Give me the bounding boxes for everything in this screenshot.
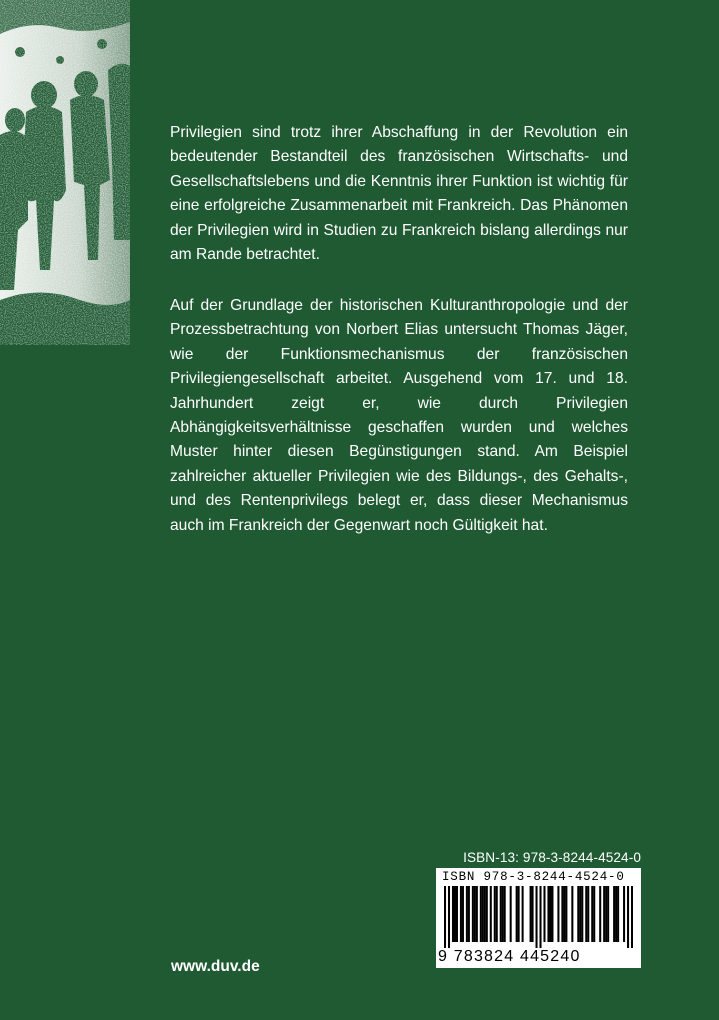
barcode-bar bbox=[603, 886, 605, 942]
barcode-bar bbox=[585, 886, 587, 942]
barcode-digits: 9 783824 445240 bbox=[438, 948, 581, 965]
barcode-bar bbox=[605, 886, 607, 942]
barcode-bar bbox=[496, 886, 498, 942]
barcode-bar bbox=[561, 886, 563, 942]
barcode-bar bbox=[532, 886, 534, 942]
barcode-bar bbox=[484, 886, 486, 942]
barcode-bar bbox=[591, 886, 593, 942]
barcode-bar bbox=[563, 886, 565, 942]
barcode-bar bbox=[486, 886, 488, 942]
barcode-bar bbox=[581, 886, 583, 942]
barcode-bar bbox=[502, 886, 504, 942]
barcode-bar bbox=[476, 886, 478, 942]
barcode-bar bbox=[557, 886, 559, 942]
barcode-bar bbox=[587, 886, 589, 942]
isbn-barcode bbox=[436, 868, 641, 968]
barcode-bar bbox=[565, 886, 567, 942]
barcode-bar bbox=[543, 886, 545, 942]
barcode-bar bbox=[490, 886, 492, 942]
barcode-bar bbox=[466, 886, 468, 942]
barcode-bar bbox=[599, 886, 601, 942]
barcode-bar bbox=[456, 886, 458, 942]
barcode-bar bbox=[579, 886, 581, 942]
barcode-bar bbox=[539, 886, 541, 948]
barcode-bar bbox=[615, 886, 617, 942]
barcode-bar bbox=[516, 886, 518, 942]
barcode-bar bbox=[577, 886, 579, 942]
barcode-bar bbox=[444, 886, 446, 948]
barcode-bar bbox=[494, 886, 496, 942]
barcode-bar bbox=[448, 886, 450, 948]
cover-photo bbox=[0, 0, 130, 345]
barcode-bar bbox=[551, 886, 553, 942]
barcode-bar bbox=[627, 886, 629, 948]
blurb-paragraph-1: Privilegien sind trotz ihrer Abschaffung in der Revolution ein bedeutender Bestandteil des französischen Wirtschafts- und Gesellschaftslebens und die Kenntnis ihrer Funktion ist wichtig für eine erfolgreiche Zusammenarbeit mit Frankreich. Das Phänomen der Privilegien wird in Studien zu Frankreich bislang allerdings nur am Rande betrachtet. bbox=[170, 124, 628, 264]
barcode-bar bbox=[613, 886, 615, 942]
barcode-bar bbox=[472, 886, 474, 942]
barcode-bar bbox=[607, 886, 609, 942]
barcode-bar bbox=[530, 886, 532, 942]
barcode-bar bbox=[482, 886, 484, 942]
barcode-bar bbox=[549, 886, 551, 942]
barcode-bar bbox=[617, 886, 619, 942]
barcode-bar bbox=[452, 886, 454, 942]
barcode-bar bbox=[631, 886, 633, 948]
barcode-bar bbox=[510, 886, 512, 942]
isbn-label: ISBN-13: 978-3-8244-4524-0 bbox=[463, 850, 641, 865]
barcode-bar bbox=[500, 886, 502, 942]
barcode-bar bbox=[460, 886, 462, 942]
barcode-isbn-text: ISBN 978-3-8244-4524-0 bbox=[442, 870, 625, 884]
barcode-bars bbox=[444, 886, 633, 948]
barcode-bar bbox=[454, 886, 456, 942]
publisher-url[interactable]: www.duv.de bbox=[171, 958, 260, 975]
barcode-bar bbox=[593, 886, 595, 942]
barcode-bar bbox=[504, 886, 506, 942]
barcode-bar bbox=[571, 886, 573, 942]
barcode-bar bbox=[536, 886, 538, 948]
barcode-bar bbox=[462, 886, 464, 942]
barcode-bar bbox=[518, 886, 520, 942]
blurb-paragraph-2: Auf der Grundlage der historischen Kulturanthropologie und der Prozessbetrachtung von Norbert Elias untersucht Thomas Jäger, wie der Funktionsmechanismus der französischen Privilegiengesellschaft arbeitet. Ausgehend vom 17. und 18. Jahrhundert zeigt er, wie durch Privilegien Abhängigkeitsverhältnisse geschaffen wurden und welches Muster hinter diesen Begünstigungen stand. Am Beispiel zahlreicher aktueller Privilegien wie des Bildungs-, des Gehalts-, und des Rentenprivilegs belegt er, dass dieser Mechanismus auch im Frankreich der Gegenwart noch Gültigkeit hat. bbox=[170, 297, 628, 534]
barcode-bar bbox=[547, 886, 549, 942]
barcode-bar bbox=[623, 886, 625, 942]
barcode-bar bbox=[480, 886, 482, 942]
barcode-bar bbox=[474, 886, 476, 942]
barcode-bar bbox=[522, 886, 524, 942]
barcode-bar bbox=[468, 886, 470, 942]
